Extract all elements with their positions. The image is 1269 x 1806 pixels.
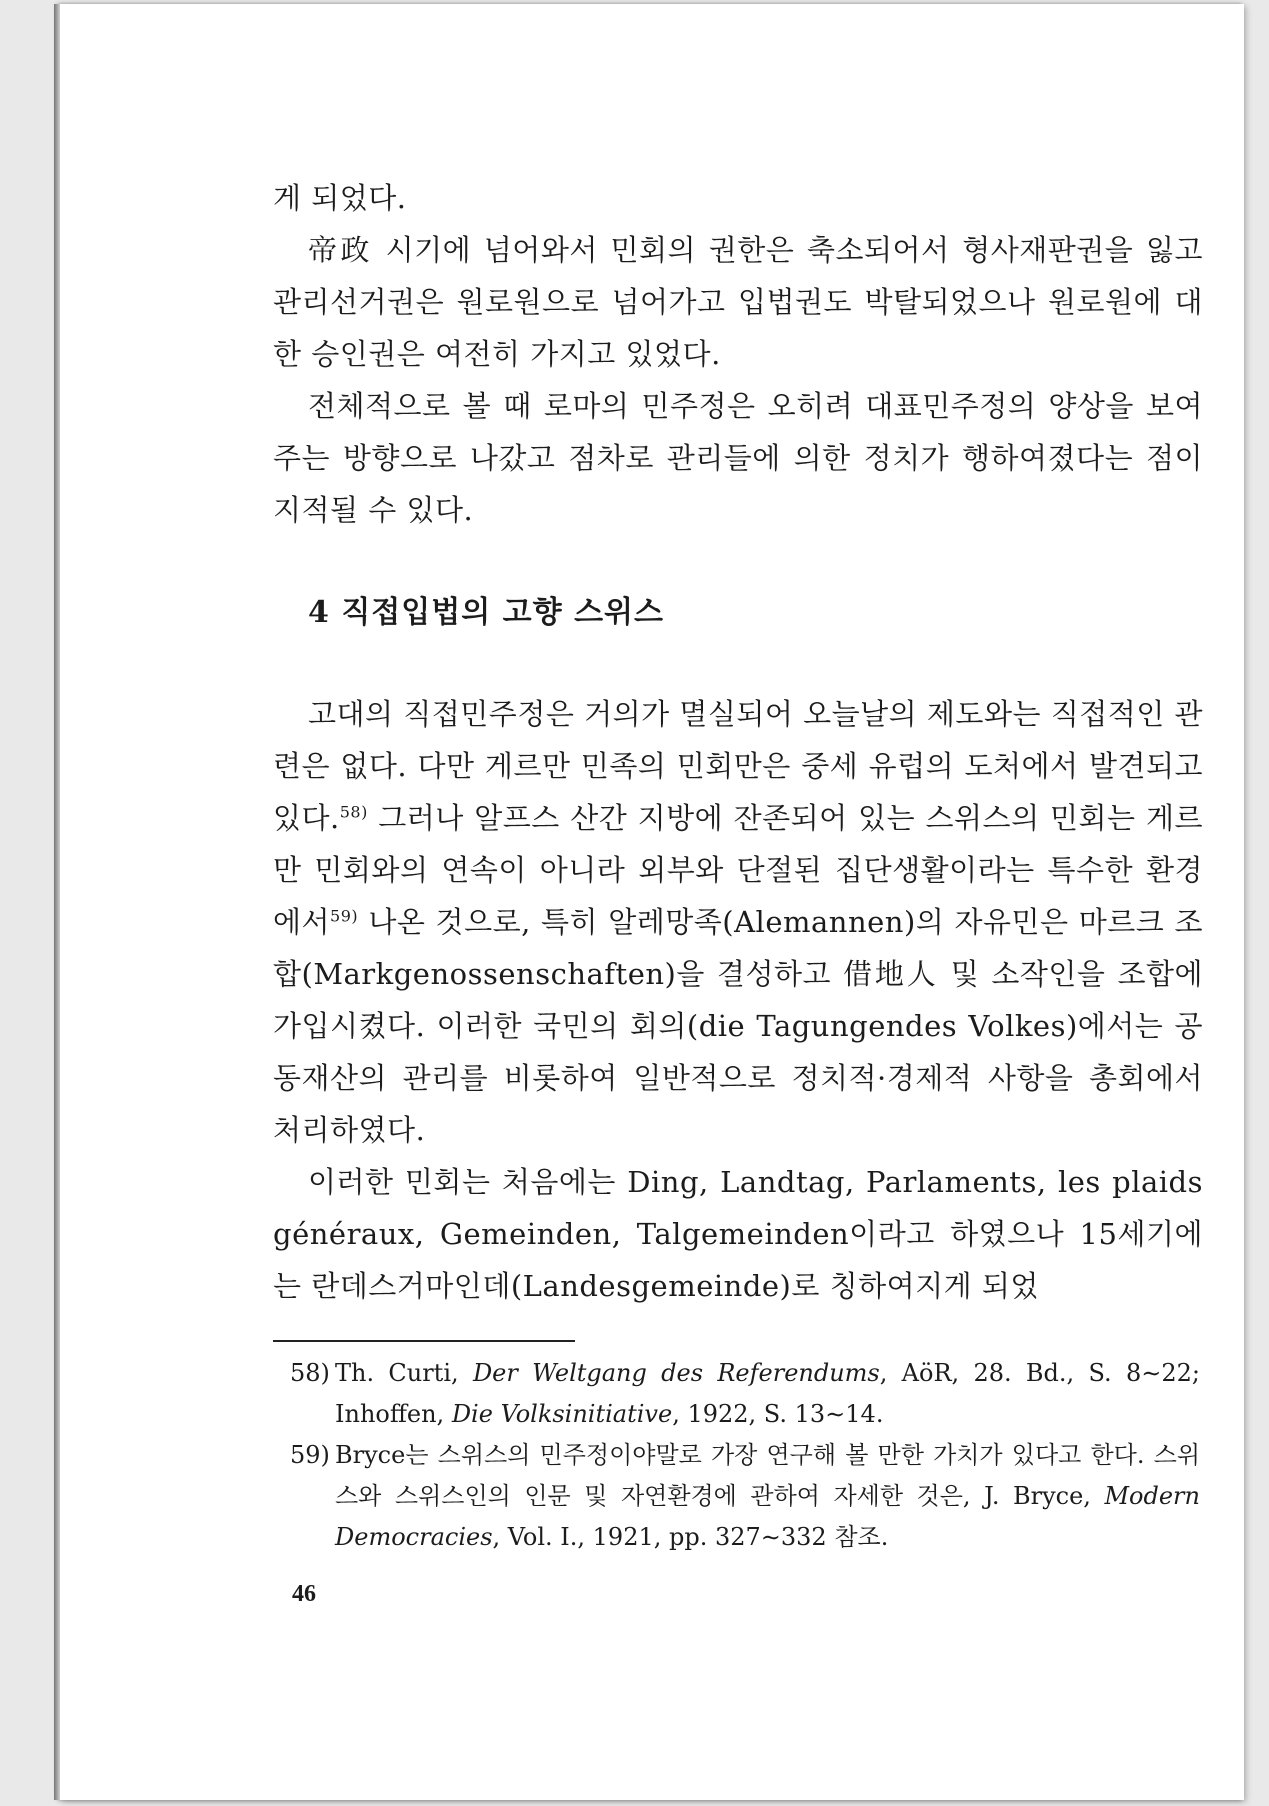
footnote-title: Der Weltgang des Referendums <box>472 1359 880 1387</box>
footnote-number: 58) <box>290 1359 330 1387</box>
paragraph-text: 고대의 직접민주정은 거의가 멸실되어 오늘날의 제도와는 직접적인 관련은 없다. 다만 게르만 민족의 민회만은 중세 유럽의 도처에서 발견되고 있다. <box>273 697 1203 835</box>
footnotes <box>290 1353 1200 1558</box>
footnote-text <box>335 1353 1200 1435</box>
footnote-text-part: Bryce는 스위스의 민주정이야말로 가장 연구해 볼 만한 가치가 있다고 한다. 스위스와 스위스인의 인문 및 자연환경에 관하여 자세한 것은, J. Bryce, <box>335 1441 1200 1510</box>
footnote-59 <box>290 1435 1200 1558</box>
footnote-text-part: , AöR, 28. Bd., S. 8∼22; Inhoffen, <box>335 1359 1200 1428</box>
footnote-ref-58: 58) <box>339 802 368 822</box>
paragraph-continuation: 게 되었다. <box>273 181 407 215</box>
main-text-column <box>273 172 1203 1312</box>
paragraph-swiss-assemblies <box>273 688 1203 1156</box>
section-heading: 4 직접입법의 고향 스위스 <box>308 595 665 630</box>
footnote-58 <box>290 1353 1200 1435</box>
footnote-ref-59: 59) <box>330 906 359 926</box>
footnote-number: 59) <box>290 1441 330 1469</box>
footnote-text-part: Th. Curti, <box>335 1359 473 1387</box>
footnote-divider <box>273 1340 575 1342</box>
footnote-text-part: , 1922, S. 13∼14. <box>672 1400 884 1428</box>
paragraph-assembly-names: 이러한 민회는 처음에는 Ding, Landtag, Parlaments, les plaids généraux, Gemeinden, Talgemeinden이라고 하였으나 15세기에는 란데스거마인데(Landesgemeinde)로 칭하여지게 되었 <box>273 1165 1203 1303</box>
footnote-text <box>335 1435 1200 1558</box>
page-number: 46 <box>292 1581 316 1607</box>
paragraph-imperial-period: 帝政 시기에 넘어와서 민회의 권한은 축소되어서 형사재판권을 잃고 관리선거권은 원로원으로 넘어가고 입법권도 박탈되었으나 원로원에 대한 승인권은 여전히 가지고 있었다. <box>273 233 1203 371</box>
paragraph-text: 나온 것으로, 특히 알레망족(Alemannen)의 자유민은 마르크 조합(Markgenossenschaften)을 결성하고 借地人 및 소작인을 조합에 가입시켰다. 이러한 국민의 회의(die Tagungendes Volkes)에서는 공동재산의 관리를 비롯하여 일반적으로 정치적·경제적 사항을 총회에서 처리하였다. <box>273 905 1203 1147</box>
footnote-title: Modern Democracies <box>335 1482 1200 1551</box>
footnote-title: Die Volksinitiative <box>451 1400 673 1428</box>
paragraph-text: 그러나 알프스 산간 지방에 잔존되어 있는 스위스의 민회는 게르만 민회와의 연속이 아니라 외부와 단절된 집단생활이라는 특수한 환경에서 <box>273 801 1203 939</box>
book-page <box>60 4 1244 1800</box>
footnote-text-part: , Vol. I., 1921, pp. 327∼332 참조. <box>492 1523 889 1551</box>
paragraph-roman-democracy: 전체적으로 볼 때 로마의 민주정은 오히려 대표민주정의 양상을 보여주는 방향으로 나갔고 점차로 관리들에 의한 정치가 행하여졌다는 점이 지적될 수 있다. <box>273 389 1203 527</box>
